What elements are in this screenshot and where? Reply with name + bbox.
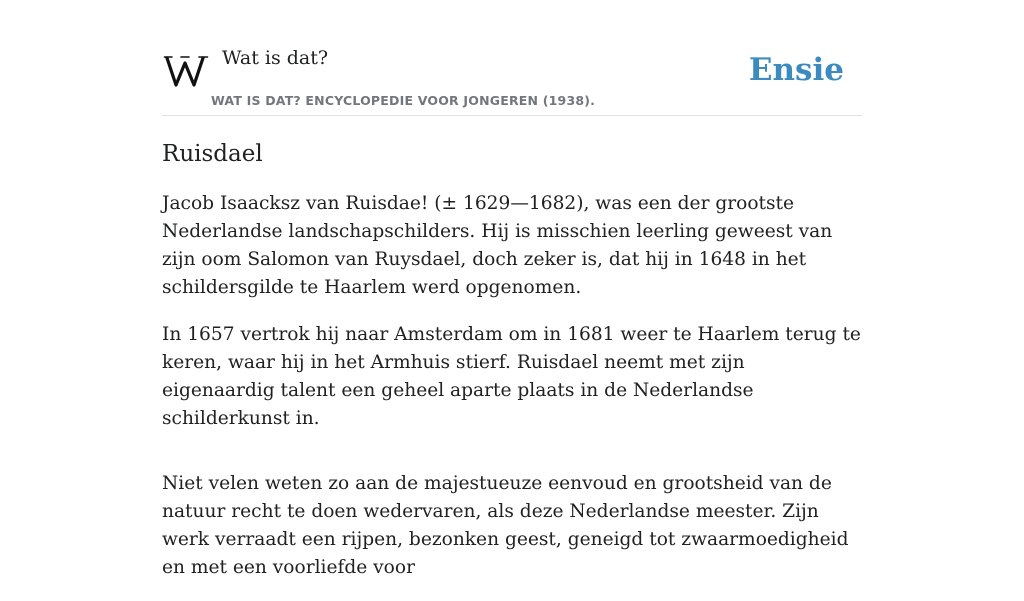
book-title[interactable]: Wat is dat? xyxy=(222,47,329,69)
article-paragraph: Niet velen weten zo aan de majestueuze eenvoud en grootsheid van de natuur recht te doen wedervaren, als deze Nederlandse meester. Zijn werk verraadt een rijpen, bezonken geest, geneigd tot zwaarmoedigheid en met een voorliefde voor xyxy=(162,473,849,578)
article xyxy=(162,136,862,601)
article-paragraph: Jacob Isaacksz van Ruisdae! (± 1629—1682), was een der grootste Nederlandse landschapschilders. Hij is misschien leerling geweest van zijn oom Salomon van Ruysdael, doch zeker is, dat hij in 1648 in het schildersgilde te Haarlem werd opgenomen. xyxy=(162,193,833,298)
article-title: Ruisdael xyxy=(162,141,263,167)
book-subtitle: WAT IS DAT? ENCYCLOPEDIE VOOR JONGEREN (1938). xyxy=(211,93,596,108)
ensie-brand-link[interactable]: Ensie xyxy=(748,52,844,88)
article-paragraph: In 1657 vertrok hij naar Amsterdam om in 1681 weer te Haarlem terug te keren, waar hij in het Armhuis stierf. Ruisdael neemt met zijn eigenaardig talent een geheel aparte plaats in de Nederlandse schilderkunst in. xyxy=(162,324,861,429)
wikisource-w-icon[interactable] xyxy=(164,52,208,90)
site-header xyxy=(162,0,862,116)
